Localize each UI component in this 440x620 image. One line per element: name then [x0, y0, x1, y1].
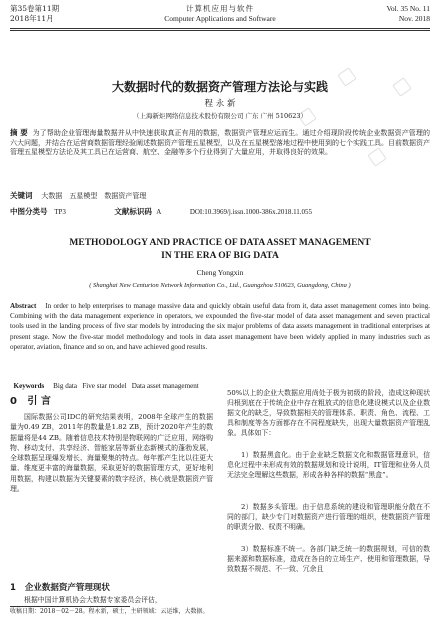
footnote-rule — [10, 606, 130, 607]
header-rule-thin — [10, 30, 430, 31]
section-0-number: 0 — [10, 396, 17, 407]
right-column-item-1: 1）数据黑盒化。由于企业缺乏数据文化和数据管理意识，信息化过程中未形成有效的数据规划和设计说明，IT管理和业务人员无法完全理解这些数据，形成各种各样的数据“黑盒”。 — [227, 451, 430, 480]
section-1-heading — [10, 581, 110, 593]
abstract-en-text: In order to help enterprises to manage massive data and quickly obtain useful data from it, data asset management comes into being. Combining with the data management experience in operators, we expounded the five-star model of data asset management and seven practical tools used in the landing process of five star models by introducing the six major problems of data assets management in traditional enterprises at present stage. Now the five-star model methodology and tools in data asset management have been widely applied in many industries such as operator, aviation, finance and so on, and have achieved good results. — [10, 302, 431, 351]
right-column-item-3: 3）数据标准不统一。各部门缺乏统一的数据规划，可信的数据来源和数据标准，造成在各自的立场生产、使用和管理数据，导致数据不规范、不一致、冗余且 — [227, 545, 430, 574]
footnote-received: 收稿日期：2018－02－28。程永新，硕士，主研领域：云运维，大数据。 — [10, 608, 209, 615]
header-volume-en: Vol. 35 No. 11 — [386, 4, 430, 13]
affiliation-cn: （上海新炬网络信息技术股份有限公司 广东 广州 510623） — [132, 112, 307, 120]
intro-paragraph: 国际数据公司IDC的研究结果表明，2008年全球产生的数据量为0.49 ZB，2011年的数量是1.82 ZB，预计2020年产生的数据量将是44 ZB。随着信息技术特别是物联网的广泛应用，网络购物、移动支付、共享经济、智能家居等新业态新模式的蓬勃发展，全球数据呈现爆发增长、海量聚集的特点。每年都产生比以往更大量、维度更丰富的海量数据，采取更好的数据管理方式，更好地利用数据，构建以数据为关键要素的数字经济，核心就是数据资产管理。 — [10, 413, 213, 494]
abstract-en — [10, 301, 430, 352]
header-date-en: Nov. 2018 — [398, 14, 430, 23]
section-1-paragraph: 根据中国计算机协会大数据专家委员会评估， — [24, 596, 162, 604]
abstract-en-label: Abstract — [10, 302, 37, 310]
header-journal-volume: 第35卷第11期 — [10, 4, 60, 13]
right-column-paragraph: 50%以上的企业大数据应用尚处于极为初级的阶段，造成这种现状归根到底在于传统企业中存在粗放式的信息化建设模式以及企业数据文化的缺乏，导致数据相关的管理体系、职责、角色、流程、工具和制度等各方面都存在不同程度缺失，出现大量数据资产管理乱象。具体如下： — [227, 389, 430, 438]
author-en: Cheng Yongxin — [196, 268, 244, 277]
abstract-cn-label: 摘 要 — [10, 128, 28, 137]
keywords-cn — [10, 191, 430, 202]
paper-title-en-line2: IN THE ERA OF BIG DATA — [161, 251, 279, 261]
affiliation-en: ( Shanghai New Centurion Network Information Co., Ltd., Guangzhou 510623, Guangdong, China ) — [89, 282, 351, 289]
abstract-cn — [10, 128, 430, 158]
header-rule — [10, 28, 430, 29]
header-journal-name-cn: 计算机应用与软件 — [186, 4, 254, 13]
section-0-heading — [10, 392, 51, 407]
document-code-label: 文献标识码 — [114, 207, 152, 216]
document-code-value: A — [156, 208, 162, 216]
section-0-title: 引 言 — [27, 396, 51, 407]
abstract-cn-text: 为了帮助企业管理海量数据并从中快速获取真正有用的数据，数据资产管理应运而生。通过介绍现阶段传统企业数据资产管理的六大问题，并结合在运营商数据管理经验阐述数据资产管理五星模型，以及在五星模型落地过程中使用到的七个实践工具。目前数据资产管理五星模型方法论及其工具已在运营商、航空、金融等多个行业得到了大量应用，并取得良好的效果。 — [10, 129, 431, 157]
doi: DOI:10.3969/j.issn.1000-386x.2018.11.055 — [189, 208, 313, 216]
keywords-en-text: Big data Five star model Data asset management — [53, 381, 199, 390]
paper-title-cn: 大数据时代的数据资产管理方法论与实践 — [111, 80, 328, 94]
header-journal-name-en: Computer Applications and Software — [164, 14, 276, 23]
author-cn: 程 永 新 — [204, 99, 236, 109]
paper-title-en-line1: METHODOLOGY AND PRACTICE OF DATA ASSET MANAGEMENT — [69, 238, 371, 248]
keywords-cn-text: 大数据 五星模型 数据资产管理 — [41, 192, 147, 200]
clc-value: TP3 — [54, 208, 66, 216]
keywords-cn-label: 关键词 — [10, 191, 33, 200]
right-column-item-2: 2）数据多头管理。由于信息系统的建设和管理职能分散在不同的部门，缺少专门对数据资产进行管理的组织，使数据资产管理的职责分散、权责不明确。 — [227, 503, 430, 532]
section-1-title: 企业数据资产管理现状 — [24, 583, 110, 593]
section-1-number: 1 — [10, 583, 16, 593]
classification-line — [10, 207, 430, 218]
header-journal-date: 2018年11月 — [10, 14, 54, 23]
clc-label: 中图分类号 — [10, 207, 48, 216]
keywords-en-label: Keywords — [13, 381, 45, 390]
